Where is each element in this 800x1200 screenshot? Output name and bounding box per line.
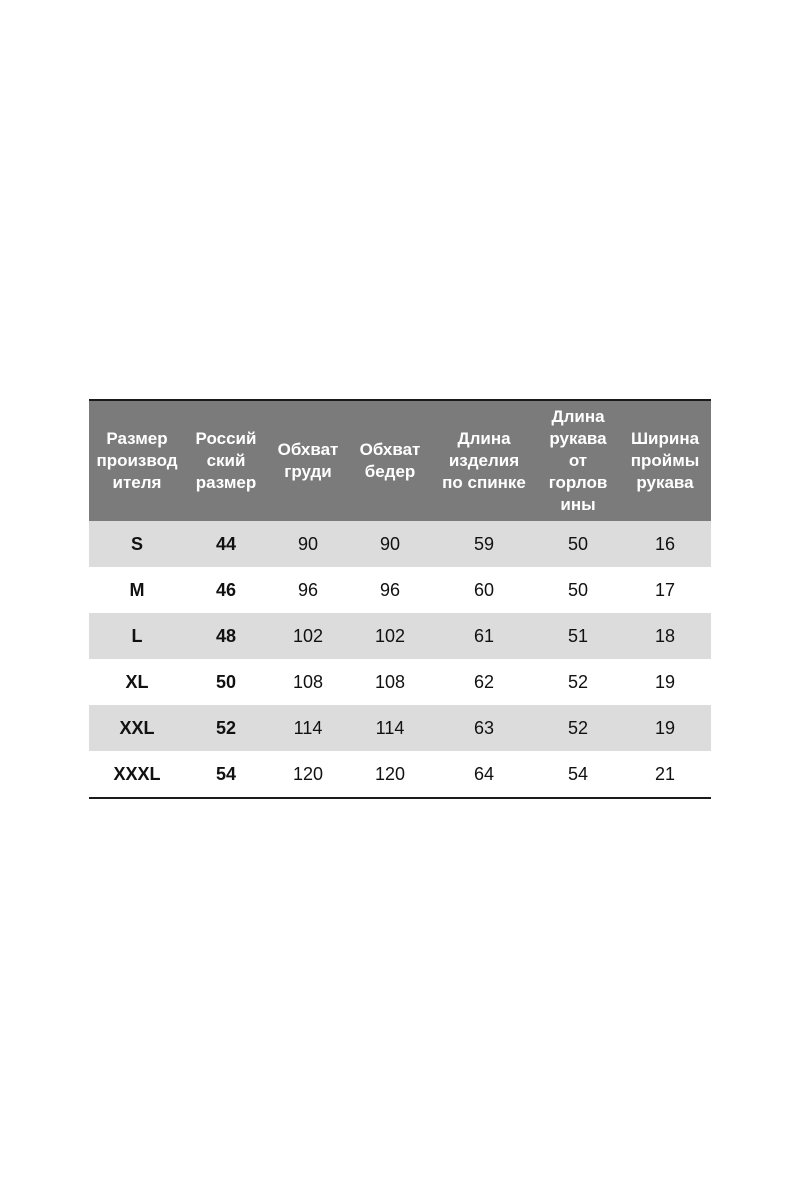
table-row xyxy=(89,751,711,798)
cell-manufacturer-size: XL xyxy=(125,671,149,692)
cell-hips: 114 xyxy=(349,705,431,751)
table-row xyxy=(89,567,711,613)
table-row xyxy=(89,705,711,751)
table-row xyxy=(89,613,711,659)
cell-manufacturer-size: S xyxy=(89,521,185,567)
cell-russian-size: 52 xyxy=(185,705,267,751)
cell-armhole-width: 17 xyxy=(654,579,676,600)
header-manufacturer-size: Размер производ ителя xyxy=(89,400,185,521)
cell-back-length: 64 xyxy=(473,763,495,784)
header-sleeve-length: Длина рукава от горлов ины xyxy=(537,400,619,521)
cell-hips: 108 xyxy=(374,671,406,692)
cell-chest: 96 xyxy=(297,579,319,600)
cell-sleeve-length: 54 xyxy=(567,763,589,784)
cell-back-length: 59 xyxy=(431,521,537,567)
header-row xyxy=(89,400,711,521)
cell-back-length: 62 xyxy=(473,671,495,692)
table-header xyxy=(89,400,711,521)
header-back-length: Длина изделия по спинке xyxy=(431,400,537,521)
cell-armhole-width: 16 xyxy=(619,521,711,567)
table-row xyxy=(89,521,711,567)
cell-russian-size: 50 xyxy=(215,671,237,692)
cell-russian-size: 54 xyxy=(215,763,237,784)
cell-sleeve-length: 50 xyxy=(567,579,589,600)
cell-chest: 108 xyxy=(292,671,324,692)
cell-back-length: 61 xyxy=(431,613,537,659)
header-chest: Обхват груди xyxy=(267,400,349,521)
cell-sleeve-length: 51 xyxy=(537,613,619,659)
cell-back-length: 63 xyxy=(431,705,537,751)
cell-armhole-width: 19 xyxy=(654,671,676,692)
size-chart-table xyxy=(89,399,711,799)
header-hips: Обхват бедер xyxy=(349,400,431,521)
table-body xyxy=(89,521,711,798)
header-russian-size: Россий ский размер xyxy=(185,400,267,521)
cell-hips: 90 xyxy=(349,521,431,567)
cell-russian-size: 48 xyxy=(185,613,267,659)
cell-chest: 90 xyxy=(267,521,349,567)
cell-armhole-width: 21 xyxy=(654,763,676,784)
cell-sleeve-length: 52 xyxy=(537,705,619,751)
cell-manufacturer-size: XXL xyxy=(89,705,185,751)
cell-manufacturer-size: XXXL xyxy=(113,763,161,784)
cell-russian-size: 46 xyxy=(215,579,237,600)
table-row xyxy=(89,659,711,705)
cell-hips: 120 xyxy=(374,763,406,784)
cell-manufacturer-size: M xyxy=(129,579,145,600)
cell-back-length: 60 xyxy=(473,579,495,600)
cell-chest: 120 xyxy=(292,763,324,784)
cell-sleeve-length: 50 xyxy=(537,521,619,567)
cell-russian-size: 44 xyxy=(185,521,267,567)
cell-armhole-width: 18 xyxy=(619,613,711,659)
header-armhole-width: Ширина проймы рукава xyxy=(619,400,711,521)
cell-manufacturer-size: L xyxy=(89,613,185,659)
cell-hips: 102 xyxy=(349,613,431,659)
cell-hips: 96 xyxy=(379,579,401,600)
cell-chest: 114 xyxy=(267,705,349,751)
cell-chest: 102 xyxy=(267,613,349,659)
cell-sleeve-length: 52 xyxy=(567,671,589,692)
cell-armhole-width: 19 xyxy=(619,705,711,751)
